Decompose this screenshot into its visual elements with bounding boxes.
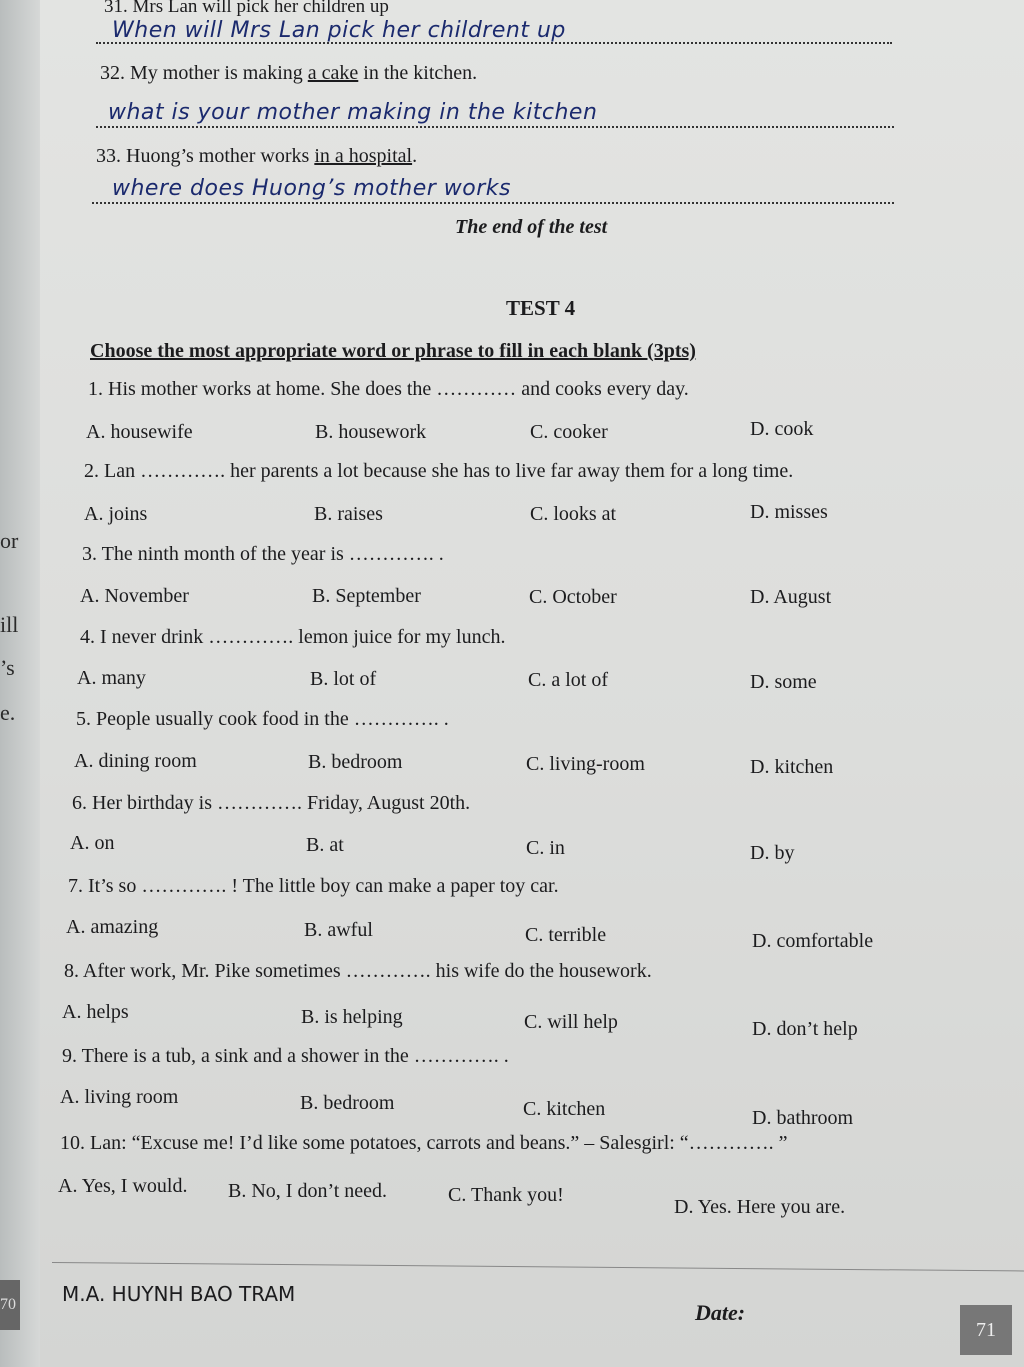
question-33: 33. Huong’s mother works in a hospital. [96,145,418,167]
option-c: C. will help [524,1011,618,1033]
option-c: C. kitchen [523,1098,606,1120]
test-title: TEST 4 [506,296,576,320]
option-a: A. amazing [66,916,159,938]
option-a: A. November [80,585,189,607]
question-stem: 9. There is a tub, a sink and a shower in the …………. . [62,1045,509,1067]
page-number: 71 [960,1305,1012,1355]
question-stem: 5. People usually cook food in the …………. . [76,708,449,730]
question-stem: 7. It’s so …………. ! The little boy can make a paper toy car. [68,875,559,897]
option-d: D. by [750,842,795,864]
question-stem: 10. Lan: “Excuse me! I’d like some potatoes, carrots and beans.” – Salesgirl: “…………. ” [60,1132,788,1154]
question-stem: 6. Her birthday is …………. Friday, August 20th. [72,792,471,814]
option-d: D. don’t help [752,1018,858,1040]
handwritten-answer-31: When will Mrs Lan pick her childrent up [112,18,566,43]
option-c: C. Thank you! [448,1184,564,1206]
option-d: D. August [750,586,832,608]
question-stem: 8. After work, Mr. Pike sometimes …………. his wife do the housework. [64,960,652,982]
option-a: A. joins [84,503,148,525]
option-c: C. October [529,586,617,608]
author-name: M.A. HUYNH BAO TRAM [62,1282,296,1306]
answer-line-32 [96,126,894,128]
option-d: D. comfortable [752,930,874,952]
question-32: 32. My mother is making a cake in the kitchen. [100,62,478,84]
option-b: B. No, I don’t need. [228,1180,388,1202]
option-a: A. helps [62,1001,129,1023]
handwritten-answer-32: what is your mother making in the kitchen [108,100,598,125]
option-c: C. living-room [526,753,645,775]
option-c: C. cooker [530,421,608,443]
option-b: B. lot of [310,668,377,690]
option-d: D. some [750,671,817,693]
question-stem: 3. The ninth month of the year is …………. . [82,543,444,565]
option-d: D. cook [750,418,814,440]
option-c: C. looks at [530,503,617,525]
answer-line-33 [92,202,894,204]
footer-divider [52,1262,1024,1271]
option-a: A. living room [60,1086,179,1108]
option-b: B. September [312,585,421,607]
option-d: D. misses [750,501,828,523]
option-b: B. bedroom [300,1092,395,1114]
option-b: B. housework [315,421,427,443]
option-d: D. kitchen [750,756,834,778]
edge-fragment: e. [0,700,16,725]
question-stem: 4. I never drink …………. lemon juice for my lunch. [80,626,506,648]
option-a: A. many [77,667,146,689]
edge-fragment: ’s [0,655,15,680]
option-b: B. raises [314,503,383,525]
date-label: Date: [695,1300,746,1325]
option-b: B. awful [304,919,373,941]
question-stem: 2. Lan …………. her parents a lot because she has to live far away them for a long time. [84,460,794,482]
option-a: A. on [70,832,115,854]
option-b: B. bedroom [308,751,403,773]
question-stem: 1. His mother works at home. She does the ………… and cooks every day. [88,378,689,400]
end-of-test: The end of the test [455,216,608,238]
option-d: D. bathroom [752,1107,854,1129]
handwritten-answer-33: where does Huong’s mother works [112,176,511,201]
option-c: C. a lot of [528,669,608,691]
option-d: D. Yes. Here you are. [674,1196,846,1218]
option-a: A. dining room [74,750,197,772]
option-a: A. housewife [86,421,193,443]
question-31: 31. Mrs Lan will pick her children up [104,0,389,17]
option-c: C. terrible [525,924,607,946]
previous-page-edge [0,0,40,1367]
previous-page-number: 70 [0,1280,20,1330]
option-b: B. is helping [301,1006,403,1028]
edge-fragment: or [0,528,19,553]
instruction: Choose the most appropriate word or phrase to fill in each blank (3pts) [90,340,696,362]
option-b: B. at [306,834,344,856]
edge-fragment: ill [0,612,19,637]
option-a: A. Yes, I would. [58,1175,188,1197]
option-c: C. in [526,837,565,859]
